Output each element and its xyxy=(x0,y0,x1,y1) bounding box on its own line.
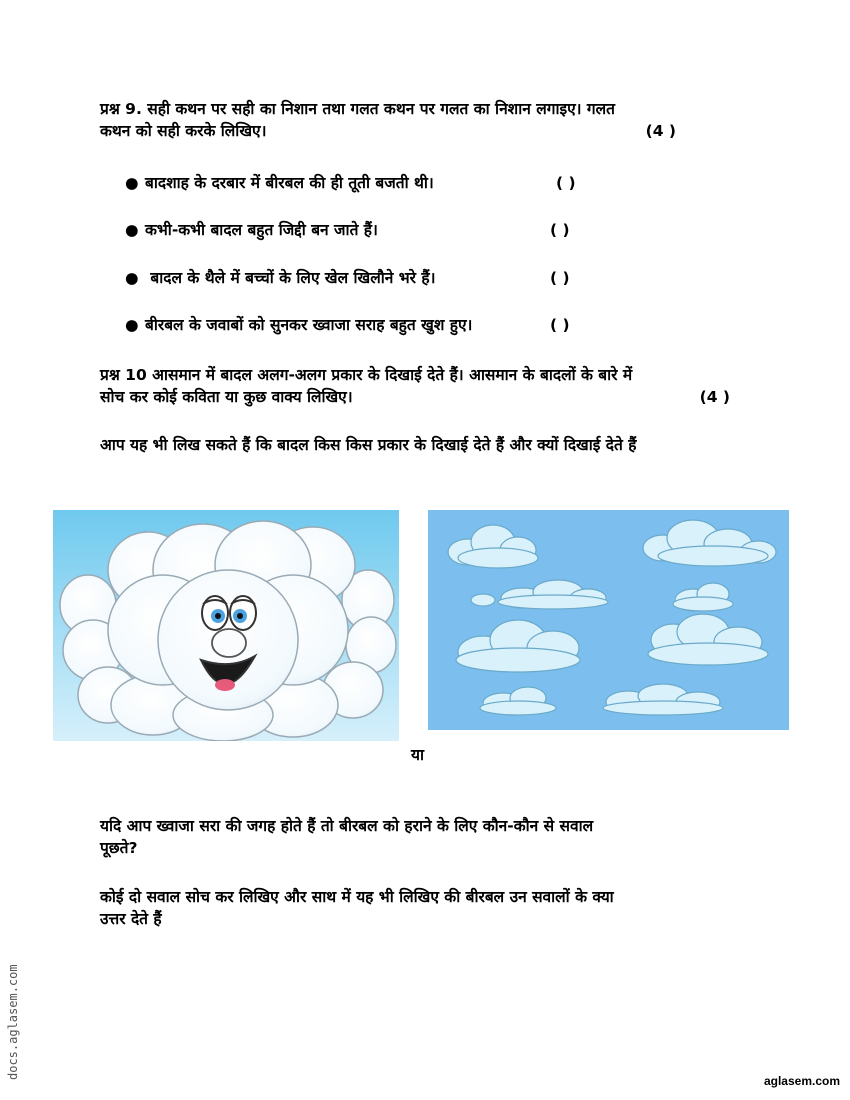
question-9-line-2-wrap xyxy=(100,120,750,142)
question-11-line-2: पूछते? xyxy=(100,839,138,857)
statement-text: बीरबल के जवाबों को सुनकर ख्वाजा सराह बहुत खुश हुए। xyxy=(145,316,473,334)
bullet-icon: ● xyxy=(125,221,139,239)
question-10-line-2: सोच कर कोई कविता या कुछ वाक्य लिखिए। xyxy=(100,388,353,406)
question-10 xyxy=(100,364,750,408)
statement-text: कभी-कभी बादल बहुत जिद्दी बन जाते हैं। xyxy=(145,221,378,239)
bullet-icon: ● xyxy=(125,174,139,192)
question-10-line-1: प्रश्न 10 आसमान में बादल अलग-अलग प्रकार के दिखाई देते हैं। आसमान के बादलों के बारे में xyxy=(100,366,633,384)
answer-box-4[interactable]: ( ) xyxy=(550,316,570,334)
clouds-sky-image xyxy=(428,510,789,730)
or-text: या xyxy=(411,746,425,764)
footer-brand[interactable]: aglasem.com xyxy=(763,1074,840,1088)
side-watermark xyxy=(6,930,28,1090)
question-10-marks: (4 ) xyxy=(699,388,730,406)
bullet-icon: ● xyxy=(125,316,139,334)
statement-2 xyxy=(125,219,378,241)
hint-text: आप यह भी लिख सकते हैं कि बादल किस किस प्रकार के दिखाई देते हैं और क्यों दिखाई देते हैं xyxy=(100,436,637,454)
answer-box-3[interactable]: ( ) xyxy=(550,269,570,287)
answer-box-1[interactable]: ( ) xyxy=(556,174,576,192)
question-12-line-1: कोई दो सवाल सोच कर लिखिए और साथ में यह भी लिखिए की बीरबल उन सवालों के क्या xyxy=(100,888,614,906)
statement-1 xyxy=(125,172,434,194)
statement-text: बादल के थैले में बच्चों के लिए खेल खिलौने भरे हैं। xyxy=(145,269,436,287)
question-9-marks: (4 ) xyxy=(645,122,676,140)
smiling-cloud-image xyxy=(53,510,399,741)
question-12 xyxy=(100,886,750,930)
question-12-line-2: उत्तर देते हैं xyxy=(100,910,162,928)
answer-box-2[interactable]: ( ) xyxy=(550,221,570,239)
question-11-line-1: यदि आप ख्वाजा सरा की जगह होते हैं तो बीरबल को हराने के लिए कौन-कौन से सवाल xyxy=(100,817,594,835)
statement-3 xyxy=(125,267,435,289)
question-9 xyxy=(100,98,750,142)
question-10-line-2-wrap xyxy=(100,386,750,408)
question-9-line-2: कथन को सही करके लिखिए। xyxy=(100,122,267,140)
statement-4 xyxy=(125,314,472,336)
bullet-icon: ● xyxy=(125,269,139,287)
question-11 xyxy=(100,815,750,859)
statement-text: बादशाह के दरबार में बीरबल की ही तूती बजती थी। xyxy=(145,174,434,192)
question-9-line-1: प्रश्न 9. सही कथन पर सही का निशान तथा गलत कथन पर गलत का निशान लगाइए। गलत xyxy=(100,100,616,118)
side-watermark-text: docs.aglasem.com xyxy=(6,964,20,1080)
